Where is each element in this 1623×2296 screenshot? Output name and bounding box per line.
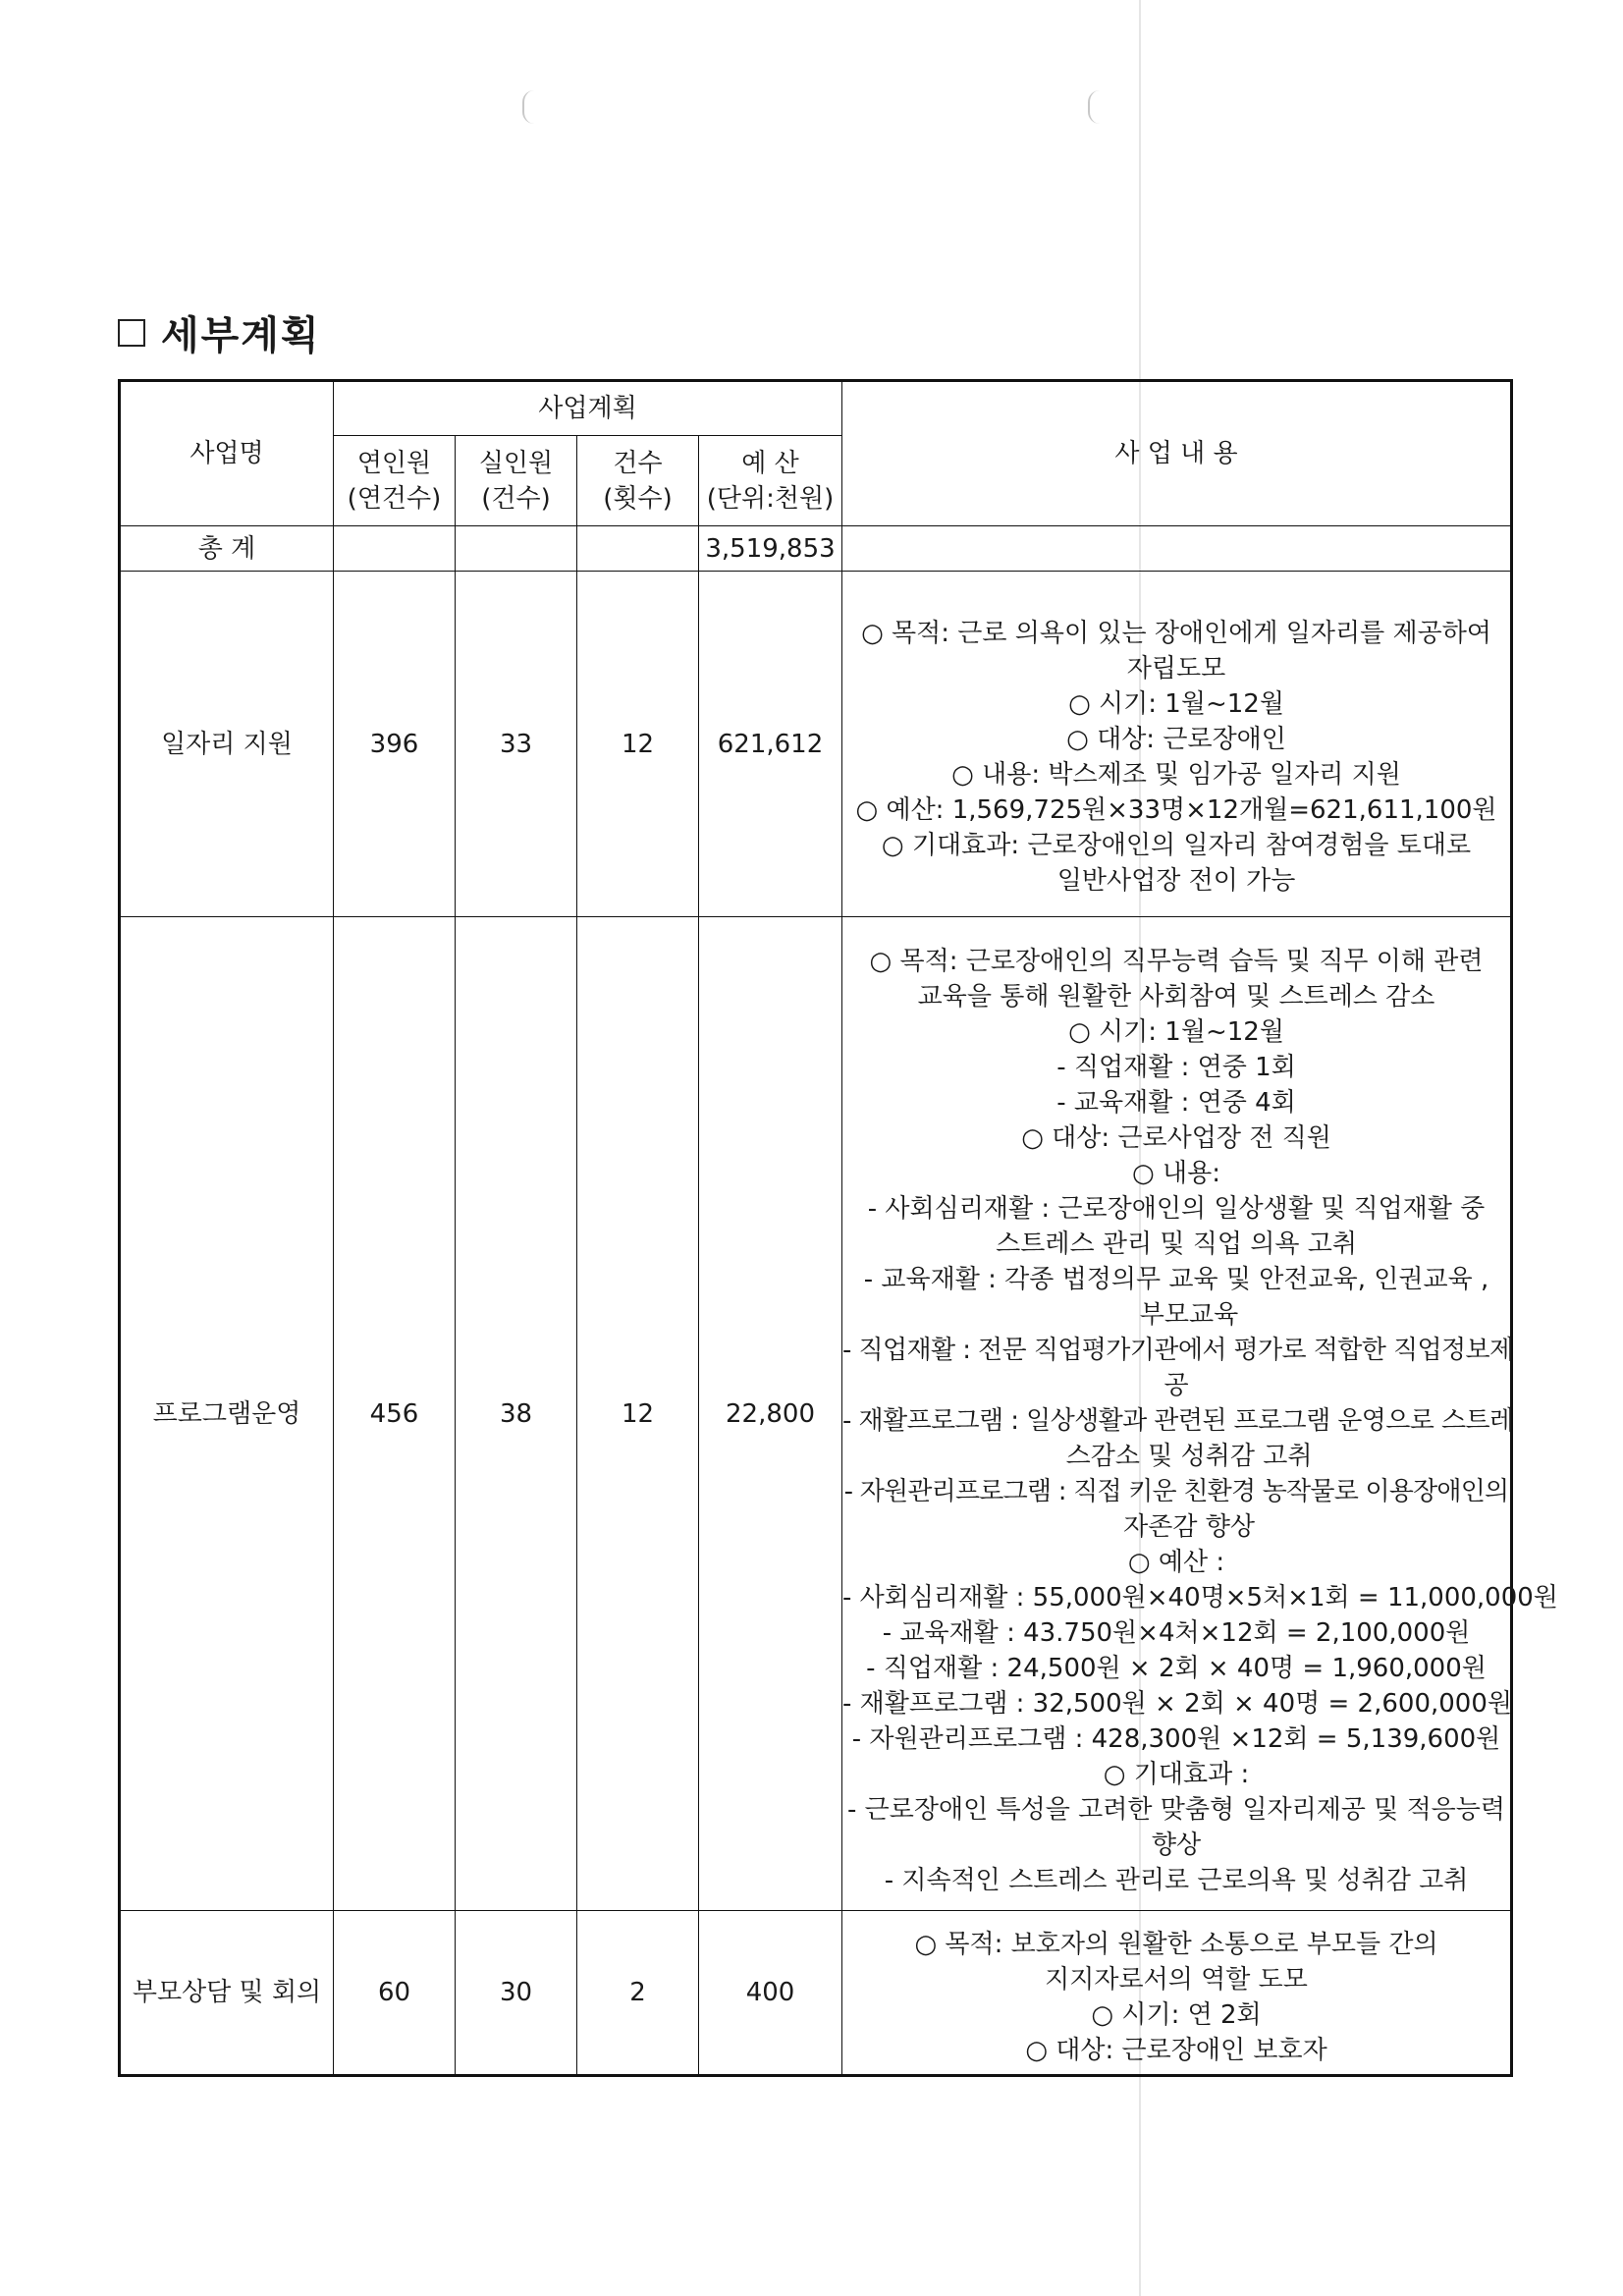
row-business-name: 일자리 지원 [120, 572, 334, 917]
row-actual: 30 [456, 1911, 577, 2076]
row-description: ○ 목적: 근로 의욕이 있는 장애인에게 일자리를 제공하여 자립도모 ○ 시기: 1월~12월 ○ 대상: 근로장애인 ○ 내용: 박스제조 및 임가공 일자리 지원 ○ 예산: 1,569,725원×33명×12개월=621,611,100원 ○ 기대효과: 근로장애인의 일자리 참여경험을 토대로 일반사업장 전이 가능 [842, 572, 1512, 917]
row-description: ○ 목적: 근로장애인의 직무능력 습득 및 직무 이해 관련 교육을 통해 원활한 사회참여 및 스트레스 감소 ○ 시기: 1월~12월 - 직업재활 : 연중 1회 - 교육재활 : 연중 4회 ○ 대상: 근로사업장 전 직원 ○ 내용: - 사회심리재활 : 근로장애인의 일상생활 및 직업재활 중 스트레스 관리 및 직업 의욕 고취 - 교육재활 : 각종 법정의무 교육 및 안전교육, 인권교육 , 부모교육 - 직업재활 : 전문 직업평가기관에서 평가로 적합한 직업정보제 공 - 재활프로그램 : 일상생활과 관련된 프로그램 운영으로 스트레 스감소 및 성취감 고취 - 자원관리프로그램 : 직접 키운 친환경 농작물로 이용장애인의 자존감 향상 ○ 예산 : - 사회심리재활 : 55,000원×40명×5처×1회 = 11,000,000원 - 교육재활 : 43.750원×4처×12회 = 2,100,000원 - 직업재활 : 24,500원 × 2회 × 40명 = 1,960,000원 - 재활프로그램 : 32,500원 × 2회 × 40명 = 2,600,000원 - 자원관리프로그램 : 428,300원 ×12회 = 5,139,600원 ○ 기대효과 : - 근로장애인 특성을 고려한 맞춤형 일자리제공 및 적응능력 향상 - 지속적인 스트레스 관리로 근로의욕 및 성취감 고취 [842, 917, 1512, 1911]
row-budget: 22,800 [699, 917, 842, 1911]
header-budget: 예 산 (단위:천원) [699, 436, 842, 526]
row-budget: 621,612 [699, 572, 842, 917]
row-description: ○ 목적: 보호자의 원활한 소통으로 부모들 간의 지지자로서의 역할 도모 ○ 시기: 연 2회 ○ 대상: 근로장애인 보호자 [842, 1911, 1512, 2076]
row-annual: 396 [334, 572, 456, 917]
table-row [120, 572, 1512, 917]
row-actual: 33 [456, 572, 577, 917]
header-count: 건수 (횟수) [577, 436, 699, 526]
header-content: 사 업 내 용 [842, 381, 1512, 526]
row-count: 12 [577, 917, 699, 1911]
section-heading [118, 304, 321, 360]
header-annual-people: 연인원 (연건수) [334, 436, 456, 526]
row-business-name: 프로그램운영 [120, 917, 334, 1911]
row-annual: 60 [334, 1911, 456, 2076]
row-actual: 38 [456, 917, 577, 1911]
table-row [120, 1911, 1512, 2076]
row-annual: 456 [334, 917, 456, 1911]
header-business-name: 사업명 [120, 381, 334, 526]
scan-mark [1088, 90, 1100, 124]
total-label: 총 계 [120, 526, 334, 572]
row-budget: 400 [699, 1911, 842, 2076]
header-plan-group: 사업계획 [334, 381, 842, 436]
header-row-top [120, 381, 1512, 436]
table-row [120, 917, 1512, 1911]
row-business-name: 부모상담 및 회의 [120, 1911, 334, 2076]
row-count: 2 [577, 1911, 699, 2076]
checkbox-square-icon [118, 319, 145, 347]
total-budget: 3,519,853 [699, 526, 842, 572]
scan-mark [522, 90, 534, 124]
section-title: 세부계획 [161, 313, 321, 358]
row-count: 12 [577, 572, 699, 917]
total-row [120, 526, 1512, 572]
detail-plan-table [118, 379, 1558, 2077]
header-actual-people: 실인원 (건수) [456, 436, 577, 526]
